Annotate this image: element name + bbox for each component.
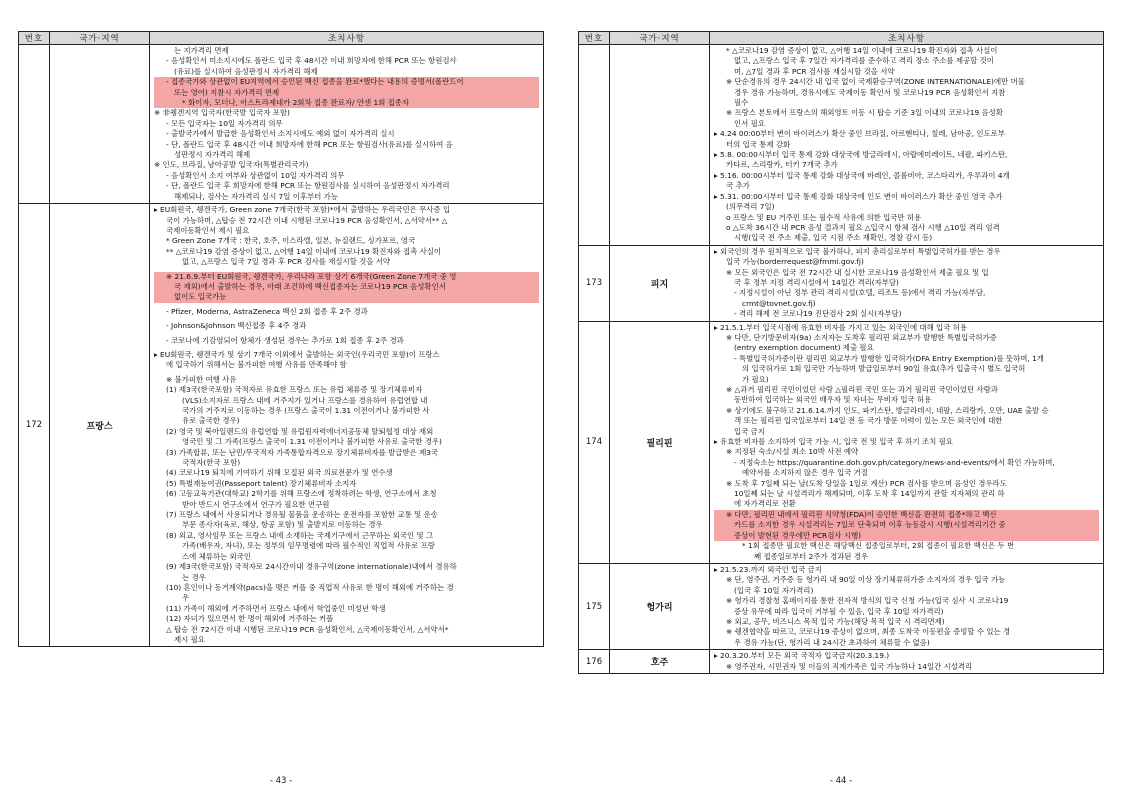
highlighted-text-line: 증상이 발현된 경우에만 PCR검사 시행): [714, 531, 1099, 541]
text-line: ▸ 5.31. 00:00시부터 입국 통제 강화 대상국에 인도 변이 바이러스가 확산 중인 영국 추가: [714, 191, 1003, 201]
highlighted-text-line: ※ 다만, 필리핀 내에서 필리핀 식약청(FDA)이 승인한 백신을 완전히 접종*하고 백신: [714, 510, 1099, 520]
text-line: (유료)를 실시하여 음성판정시 자가격리 해제: [174, 66, 318, 76]
table-header-row: [579, 32, 1104, 45]
text-line: ▸ 외국인의 경우 원칙적으로 입국 불가하나, 피지 총리실로부터 특별입국허가를 받는 경우: [714, 246, 1001, 256]
header-country: 국가·지역: [610, 32, 710, 45]
text-line: ※ 지정된 숙소/시설 최소 10박 사전 예약: [726, 447, 859, 457]
text-line: 가족(배우자, 자녀), 또는 정부의 임무명령에 따라 필수적인 직업적 사유로 프랑: [182, 541, 435, 551]
text-line: 부문 종사자(육로, 해상, 항공 포함) 및 출발지로 이동하는 경우: [182, 520, 383, 530]
row-measures: [710, 321, 1104, 563]
text-line: ▸ 21.5.1.부터 입국시점에 유효한 비자를 가지고 있는 외국인에 대해 입국 허용: [714, 322, 967, 332]
text-line: ※ 쉥겐협약을 따르고, 코로나19 증상이 없으며, 최종 도착국 이동편을 증빙할 수 있는 경: [726, 627, 1011, 637]
highlighted-text-line: - 접종국가와 상관없이 EU지역에서 승인된 백신 접종을 완료*했다는 내용의 증명서(폴란드어: [154, 77, 539, 87]
text-line: (8) 외교, 영사임무 또는 프랑스 내에 소재하는 국제기구에서 근무하는 외국인 및 그: [166, 530, 434, 540]
text-line: 스에 체류하는 외국인: [182, 551, 251, 561]
text-line: △ 탑승 전 72시간 이내 시행된 코로나19 PCR 음성확인서, △국제이동확인서, △서약서*: [166, 624, 449, 634]
text-line: crmt@tovnet.gov.fj): [742, 298, 816, 308]
text-line: 국이 가능하며, △탑승 전 72시간 이내 시행된 코로나19 PCR 음성확인서, △서약서** △: [166, 215, 448, 225]
header-measures: 조치사항: [710, 32, 1104, 45]
table-row: [579, 45, 1104, 246]
text-line: (의무격리 7일): [726, 202, 775, 212]
text-line: ▸ 4.24 00:00부터 변이 바이러스가 확산 중인 브라질, 아르헨티나, 칠레, 남아공, 인도로부: [714, 129, 1005, 139]
table-row: [19, 45, 544, 204]
text-line: 입국 금지: [734, 426, 765, 436]
text-line: ※ 모든 외국인은 입국 전 72시간 내 실시한 코로나19 음성확인서 제출 필요 및 입: [726, 267, 989, 277]
text-line: ※ 도착 후 7일째 되는 날(도착 당일을 1일로 계산) PCR 검사를 받으며 음성인 경우라도: [726, 478, 1007, 488]
text-line: ▸ 21.5.23.까지 외국인 입국 금지: [714, 564, 822, 574]
text-line: (입국 후 10일 자가격리): [734, 585, 814, 595]
text-line: - Johnson&Johnson 백신접종 후 4주 경과: [166, 321, 307, 331]
text-line: ▸ 5.16. 00:00시부터 입국 통제 강화 대상국에 바레인, 콜롬비아, 코스타리카, 우루과이 4개: [714, 170, 1010, 180]
page-number-left: - 43 -: [269, 776, 293, 786]
highlighted-text-line: 또는 영어) 지참시 자가격리 면제: [154, 88, 539, 98]
text-line: 경우 경유 가능하며, 경유시에도 국제이동 확인서 및 코로나19 PCR 음성확인서 지참: [734, 87, 1006, 97]
text-line: ※ 인도, 브라질, 남아공발 입국자(특별관리국가): [154, 160, 309, 170]
highlighted-text-line: * 화이자, 모더나, 아스트라제네카 2회차 접종 완료자/ 얀센 1회 접종자: [154, 98, 539, 108]
row-country: 필리핀: [610, 321, 710, 563]
text-line: * Green Zone 7개국 : 한국, 호주, 이스라엘, 일본, 뉴질랜드, 싱가포르, 영국: [166, 236, 416, 246]
table-row: [579, 650, 1104, 674]
text-line: - 코로나에 기감염되어 항체가 생성된 경우는 추가로 1회 접종 후 2주 경과: [166, 335, 404, 345]
text-line: ** △코로나19 감염 증상이 없고, △어행 14일 이내에 코로나19 확진자와 접촉 사실이: [166, 246, 442, 256]
text-line: (entry exemption document) 제출 필요: [734, 343, 874, 353]
text-line: * 1회 접종만 필요한 백신은 해당백신 접종일로부터, 2회 접종이 필요한 백신은 두 번: [742, 541, 1015, 551]
text-line: - 모든 입국자는 10일 자가격리 의무: [166, 118, 283, 128]
text-line: ※ 외교, 공무, 비즈니스 목적 입국 가능(해당 목적 입국 시 격리면제): [726, 616, 945, 626]
text-line: 없고, △프랑스 입국 후 7일간 자가격리를 준수하고 격리 장소 주소를 제공할 것이: [734, 56, 994, 66]
table-row: [19, 204, 544, 647]
text-line: ※ 다만, 단기방문비자(9a) 소지자는 도착후 필리핀 외교부가 발행한 특별입국허가증: [726, 332, 997, 342]
text-line: (1) 제3국(한국포함) 국적자로 유효한 프랑스 또는 유럽 체류증 및 장기체류비자: [166, 385, 423, 395]
highlighted-text-line: ※ 21.6.9.부터 EU회원국, 쉥겐국가, 우리나라 포함 상기 6개국(Green Zone 7개국 중 영: [154, 272, 539, 282]
text-line: ※ 프랑스 본토에서 프랑스의 해외영토 이동 시 탑승 기준 3일 이내의 코로나19 음성확: [726, 108, 1003, 118]
table-header-row: [19, 32, 544, 45]
text-line: (2) 영국 및 북아일랜드의 유럽연합 및 유럽원자력에너지공동체 탈퇴협정 대상 재외: [166, 426, 434, 436]
text-line: 받아 반드시 연구소에서 연구가 필요한 연구원: [182, 499, 330, 509]
text-line: (4) 코로나19 퇴치에 기여하기 위해 모집된 외국 의료전문가 및 연수생: [166, 468, 393, 478]
row-number: 172: [19, 204, 50, 647]
text-line: 카타르, 스리랑카, 터키 7개국 추가: [726, 160, 838, 170]
text-line: 없고, △프랑스 입국 7일 경과 후 PCR 검사를 재실시할 것을 서약: [182, 257, 391, 267]
text-line: (3) 가족합류, 또는 난민/무국적자 가족통합자격으로 장기체류비자를 발급받은 제3국: [166, 447, 439, 457]
table-row: [579, 245, 1104, 321]
text-line: ▸ 20.3.20.부터 모든 외국 국적자 입국금지(20.3.19.): [714, 651, 890, 661]
text-line: 에 입국하기 위해서는 불가피한 여행 사유를 만족해야 함: [166, 360, 347, 370]
text-line: ※ △과거 필리핀 국민이었던 사람 △필리핀 국민 또는 과거 필리핀 국민이었던 사람과: [726, 385, 998, 394]
row-measures: [150, 204, 544, 647]
text-line: 에 자가격리로 전환: [734, 499, 796, 509]
text-line: ▸ EU회원국, 쉥겐국가 및 상기 7개국 이외에서 출발하는 외국인(우리국민 포함)이 프랑스: [154, 349, 440, 359]
text-line: o △도착 36시간 내 PCR 음성 결과지 필요 △입국시 항체 검사 시행 △10일 격리 엄격: [726, 222, 1000, 232]
right-page-table: [578, 31, 1104, 674]
text-line: 해제되나, 검사는 자가격리 실시 7일 이후부터 가능: [174, 191, 338, 201]
row-country: 헝가리: [610, 563, 710, 649]
text-line: - Pfizer, Moderna, AstraZeneca 백신 2회 접종 후 2주 경과: [166, 306, 368, 316]
left-table-body: [19, 45, 544, 647]
text-line: ▸ 5.8. 00:00시부터 입국 통제 강화 대상국에 방글라데시, 아랍에미레이트, 네팔, 파키스탄,: [714, 150, 1008, 160]
text-line: - 지정숙소는 https://quarantine.doh.gov.ph/category/news-and-events/에서 확인 가능하며,: [734, 457, 1055, 467]
text-line: 성판정시 자가격리 해제: [174, 150, 251, 160]
text-line: 동반하여 입국하는 외국인 배우자 및 자녀는 무비자 입국 허용: [734, 395, 932, 405]
row-country: [610, 45, 710, 246]
text-line: 증상 유무에 따라 입국이 거부될 수 있음, 입국 후 10일 자가격리): [734, 606, 944, 616]
highlighted-text-line: 없이도 입국가능: [154, 292, 539, 302]
text-line: (VLS)소지자로 프랑스 내에 거주지가 있거나 프랑스를 경유하여 유럽연합 내: [182, 395, 428, 405]
row-measures: [710, 650, 1104, 674]
text-line: - 특별입국허가증이란 필리핀 외교부가 발행한 입국허가(DFA Entry Exemption)를 뜻하며, 1개: [734, 353, 1044, 363]
text-line: - 단, 폴란드 입국 후 희망자에 한해 PCR 또는 항원검사를 실시하여 음성판정시 자가격리: [166, 181, 450, 191]
text-line: 유로 출국한 경우): [182, 416, 240, 426]
text-line: ※ 상기에도 불구하고 21.6.14.까지 인도, 파키스탄, 방글라데시, 네팔, 스리랑카, 오만, UAE 출발 승: [726, 405, 1049, 415]
text-line: 째 접종일로부터 2주가 경과된 경우: [754, 551, 869, 561]
text-line: (11) 가족이 해외에 거주하면서 프랑스 내에서 학업중인 미성년 학생: [166, 603, 386, 613]
row-country: 프랑스: [50, 204, 150, 647]
text-line: (7) 프랑스 내에서 사용되거나 경유될 물품을 운송하는 운전자를 포함한 교통 및 운송: [166, 510, 438, 520]
text-line: 국적자(한국 포함): [182, 458, 241, 468]
page-number-right: - 44 -: [829, 776, 853, 786]
row-measures: [710, 245, 1104, 321]
text-line: (12) 자녀가 있으면서 한 명이 해외에 거주하는 커플: [166, 614, 334, 624]
text-line: - 단, 폴란드 입국 후 48시간 이내 희망자에 한해 PCR 또는 항원검사(유료)를 실시하여 음: [166, 139, 453, 149]
row-country: 피지: [610, 245, 710, 321]
text-line: 영국인 및 그 가족(프랑스 출국이 1.31 이전이거나 불가피한 사유로 출국한 경우): [182, 437, 442, 447]
text-line: - 격리 해제 전 코로나19 진단검사 2회 실시(자부담): [734, 309, 902, 319]
text-line: 시행(입국 전 주소 제출, 입국 시점 주소 재확인, 경찰 감시 등): [734, 233, 933, 243]
row-number: 175: [579, 563, 610, 649]
header-num: 번호: [19, 32, 50, 45]
header-measures: 조치사항: [150, 32, 544, 45]
text-line: 는 지가격리 면제: [174, 46, 229, 55]
text-line: 우: [182, 593, 190, 603]
text-line: 는 경우: [182, 572, 206, 582]
table-row: [579, 321, 1104, 563]
text-line: - 출발국가에서 발급한 음성확인서 소지시에도 예외 없이 자가격리 실시: [166, 129, 395, 139]
row-number: 173: [579, 245, 610, 321]
text-line: 의 입국허가로 1회 입국만 가능하며 발급일로부터 90일 유효(추가 입출국시 별도 입국허: [742, 364, 1026, 374]
text-line: ※ 非쉥겐지역 입국자(한국발 입국자 포함): [154, 108, 290, 118]
text-line: (9) 제3국(한국포함) 국적자로 24시간이내 경유구역(zone internationale)내에서 경유하: [166, 562, 457, 572]
text-line: 국가의 거주지로 이동하는 경우 (프랑스 출국이 1.31 이전이거나 불가피한 사: [182, 406, 430, 415]
text-line: 입국 가능(borderrequest@fmmi.gov.fj): [726, 257, 864, 267]
text-line: 인서 필요: [734, 118, 765, 128]
row-number: [19, 45, 50, 204]
text-line: ※ 불가피한 여행 사유: [166, 374, 237, 384]
text-line: - 음성확인서 소지 여부와 상관없이 10일 자가격리 의무: [166, 170, 345, 180]
header-country: 국가·지역: [50, 32, 150, 45]
text-line: ※ 단순경유의 경우 24시간 내 입국 없이 국제환승구역(ZONE INTERNATIONALE)에만 머물: [726, 77, 1025, 87]
text-line: 며, △7일 경과 후 PCR 검사를 재실시할 것을 서약: [734, 66, 895, 76]
text-line: (6) 고등교육기관(대학교) 2학기를 위해 프랑스에 정착하려는 학생, 연구소에서 초청: [166, 489, 437, 499]
text-line: (10) 혼인이나 동거계약(pacs)을 맺은 커플 중 직업적 사유로 한 명이 해외에 거주하는 경: [166, 582, 454, 592]
left-page-table: [18, 31, 544, 647]
text-line: ▸ 유효한 비자를 소지하여 입국 가능 시, 입국 전 및 입국 후 하기 조치 필요: [714, 437, 953, 447]
row-number: 174: [579, 321, 610, 563]
text-line: 국제이동확인서 제시 필요: [166, 225, 250, 235]
row-measures: [710, 563, 1104, 649]
text-line: 국 후 정부 지정 격리시설에서 14일간 격리(자부담): [734, 277, 899, 287]
row-measures: [150, 45, 544, 204]
text-line: 제시 필요: [174, 634, 205, 644]
header-num: 번호: [579, 32, 610, 45]
text-line: ※ 영주권자, 시민권자 및 이들의 직계가족은 입국 가능하나 14일간 시설격리: [726, 661, 973, 671]
text-line: - 지정시설이 아닌 정부 관리 격리시설(호텔, 리조트 등)에서 격리 가능(자부담,: [734, 288, 986, 298]
row-number: [579, 45, 610, 246]
text-line: 예약서를 소지하지 않은 경우 입국 거절: [742, 468, 868, 478]
row-number: 176: [579, 650, 610, 674]
text-line: 필수: [734, 98, 749, 108]
row-country: [50, 45, 150, 204]
text-line: 가 필요): [742, 374, 769, 384]
row-measures: [710, 45, 1104, 246]
text-line: - 음성확인서 미소지시에도 폴란드 입국 후 48시간 이내 희망자에 한해 PCR 또는 항원검사: [166, 56, 457, 66]
text-line: 국 추가: [726, 181, 750, 191]
text-line: 터의 입국 통제 강화: [726, 139, 791, 149]
text-line: ▸ EU회원국, 쉥겐국가, Green zone 7개국(한국 포함)*에서 출발하는 우리국민은 무사증 입: [154, 205, 451, 215]
text-line: * △코로나19 감염 증상이 없고, △어행 14일 이내에 코로나19 확진자와 접촉 사실이: [726, 46, 998, 55]
highlighted-text-line: 국 제외)에서 출발하는 경우, 아래 조건하에 백신접종자는 코로나19 PCR 음성확인서: [154, 282, 539, 292]
text-line: (5) 특별재능여권(Passeport talent) 장기체류비자 소지자: [166, 478, 357, 488]
highlighted-text-line: 카드를 소지한 경우 시설격리는 7일로 단축되며 이후 능동감시 시행(시설격리기간 중: [714, 520, 1099, 530]
text-line: ※ 단, 영주권, 거주증 등 헝가리 내 90일 이상 장기체류허가증 소지자의 경우 입국 가능: [726, 575, 1006, 585]
right-table-body: [579, 45, 1104, 674]
text-line: 우 경유 가능(단, 헝가리 내 24시간 초과하여 체류할 수 없음): [734, 637, 930, 647]
text-line: ※ 헝가리 경찰청 홈페이지를 통한 전자적 방식의 입국 신청 가능(입국 심사 시 코로나19: [726, 596, 1009, 606]
text-line: 10일째 되는 날 시설격리가 해제되며, 이후 도착 후 14일까지 관할 지자체의 관리 하: [734, 489, 1005, 499]
row-country: 호주: [610, 650, 710, 674]
text-line: 객 또는 필리핀 입국일로부터 14일 전 동 국가 방문 이력이 있는 모든 외국인에 대한: [734, 416, 1003, 426]
text-line: o 프랑스 및 EU 거주민 또는 필수적 사유에 의한 입국만 허용: [726, 212, 922, 222]
table-row: [579, 563, 1104, 649]
